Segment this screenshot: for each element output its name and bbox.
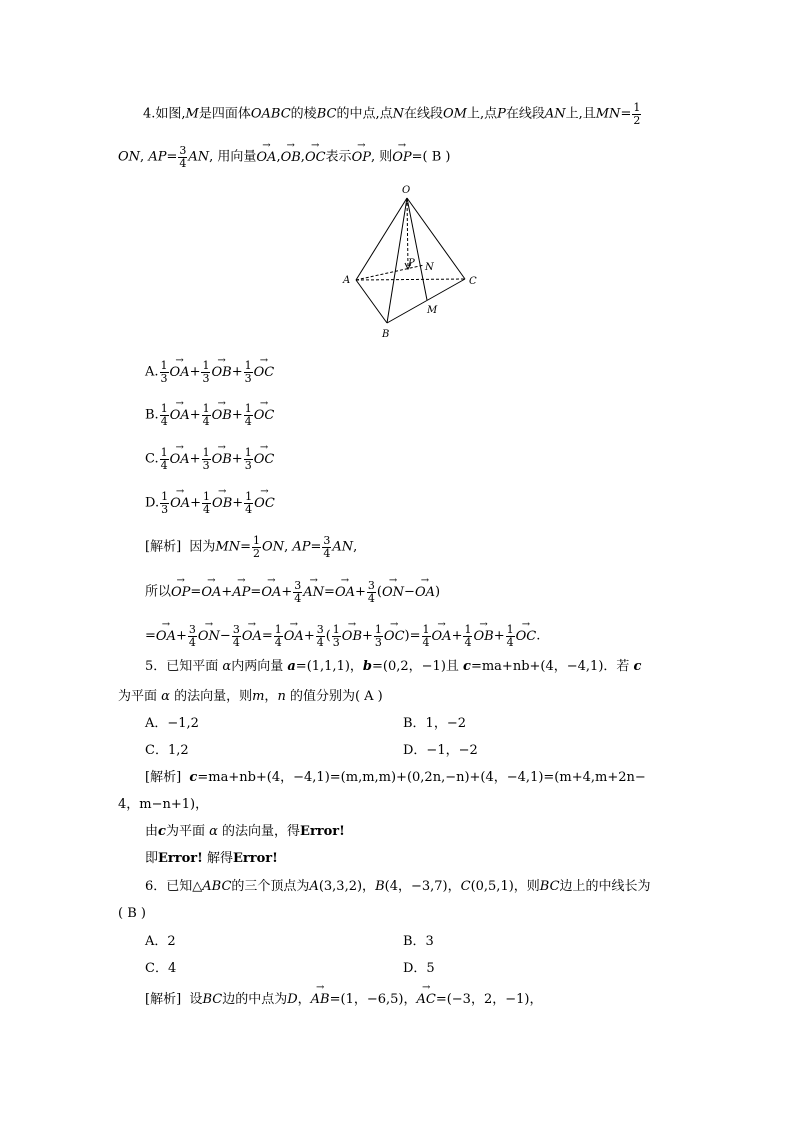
q6-line1: 6．已知△ABC的三个顶点为A(3,3,2)，B(4，−3,7)，C(0,5,1)，则BC边上的中线长为 <box>145 879 651 894</box>
q6-analysis-1: [解析] 设BC边的中点为D，→ AB=(1，−6,5)，→ AC=(−3，2，−1)， <box>145 993 542 1006</box>
q4-option-c: C. $\frac{1}{4}$ → OA+ $\frac{1}{3}$ → OB+ $\frac{1}{3}$ → OC <box>145 447 274 471</box>
edge-bc <box>387 279 465 323</box>
q5-option-c: C．1,2 <box>145 743 189 758</box>
q5-line1: 5．已知平面 α内两向量 a=(1,1,1)，b=(0,2，−1)且 c=ma+nb+(4，−4,1)．若 c <box>145 659 642 674</box>
label-o: O <box>402 185 411 196</box>
q4-line2: ON, AP= $\frac{3}{4}$ AN, 用向量→ OA,→ OB,→ OC表示→ OP, 则→ OP=( B ) <box>118 145 451 169</box>
q4-option-d: D. $\frac{1}{3}$ → OA+ $\frac{1}{4}$ → OB+ $\frac{1}{4}$ → OC <box>145 491 275 515</box>
label-c: C <box>469 276 477 287</box>
q6-option-c: C．4 <box>145 961 177 976</box>
fraction: $\frac{1}{2}$ <box>633 101 641 127</box>
q5-analysis-1: [解析] c=ma+nb+(4，−4,1)=(m,m,m)+(0,2n,−n)+(4，−4,1)=(m+4,m+2n− <box>145 770 646 785</box>
q5-analysis-2: 4，m−n+1)， <box>118 797 209 812</box>
q5-option-d: D．−1，−2 <box>403 743 478 758</box>
q4-analysis-1: [解析] 因为MN= $\frac{1}{2}$ ON, AP= $\frac{3}{4}$ AN, <box>145 534 358 560</box>
q5-analysis-3: 由c为平面 α 的法向量，得Error! <box>145 824 345 839</box>
q5-line2: 为平面 α 的法向量，则m，n 的值分别为( A ) <box>118 689 383 704</box>
fraction: $\frac{3}{4}$ <box>179 144 187 170</box>
edge-ob <box>387 198 407 323</box>
label-p: P <box>408 258 415 269</box>
q4-analysis-3: =→ OA+ $\frac{3}{4}$ → ON− $\frac{3}{4}$ → OA= $\frac{1}{4}$ → OA+ $\frac{3}{4}$ ( $\frac{1}{3}$ → OB+ $\frac{1}{3}$ → OC)= $\frac{1}{4}$ → OA+ $\frac{1}{4}$ → OB+ $\frac{1}{4}$ → OC. <box>145 624 540 648</box>
q4-analysis-2: 所以→ OP=→ OA+→ AP=→ OA+ $\frac{3}{4}$ → AN=→ OA+ $\frac{3}{4}$ (→ ON−→ OA) <box>145 580 440 604</box>
label-a: A <box>343 275 351 286</box>
label-m: M <box>427 305 438 316</box>
q4-option-a: A. $\frac{1}{3}$ → OA+ $\frac{1}{3}$ → OB+ $\frac{1}{3}$ → OC <box>145 360 274 384</box>
tetrahedron-figure <box>340 180 485 340</box>
edge-oa <box>356 198 407 280</box>
q6-option-d: D．5 <box>403 961 435 976</box>
q5-option-a: A．−1,2 <box>145 716 199 731</box>
q4-line1: 4.如图,M是四面体OABC的棱BC的中点,点N在线段OM上,点P在线段AN上,且MN= $\frac{1}{2}$ <box>143 101 641 127</box>
q5-option-b: B．1，−2 <box>403 716 466 731</box>
edge-ab <box>356 280 387 323</box>
q6-option-a: A．2 <box>145 934 176 949</box>
label-b: B <box>382 329 390 340</box>
seg-om <box>407 198 427 300</box>
q4-option-b: B. $\frac{1}{4}$ → OA+ $\frac{1}{4}$ → OB+ $\frac{1}{4}$ → OC <box>145 403 274 427</box>
q5-analysis-4: 即Error! 解得Error! <box>145 851 278 866</box>
edge-ac <box>356 279 465 280</box>
q6-option-b: B．3 <box>403 934 434 949</box>
label-n: N <box>425 262 434 273</box>
q6-line2: ( B ) <box>118 906 146 921</box>
